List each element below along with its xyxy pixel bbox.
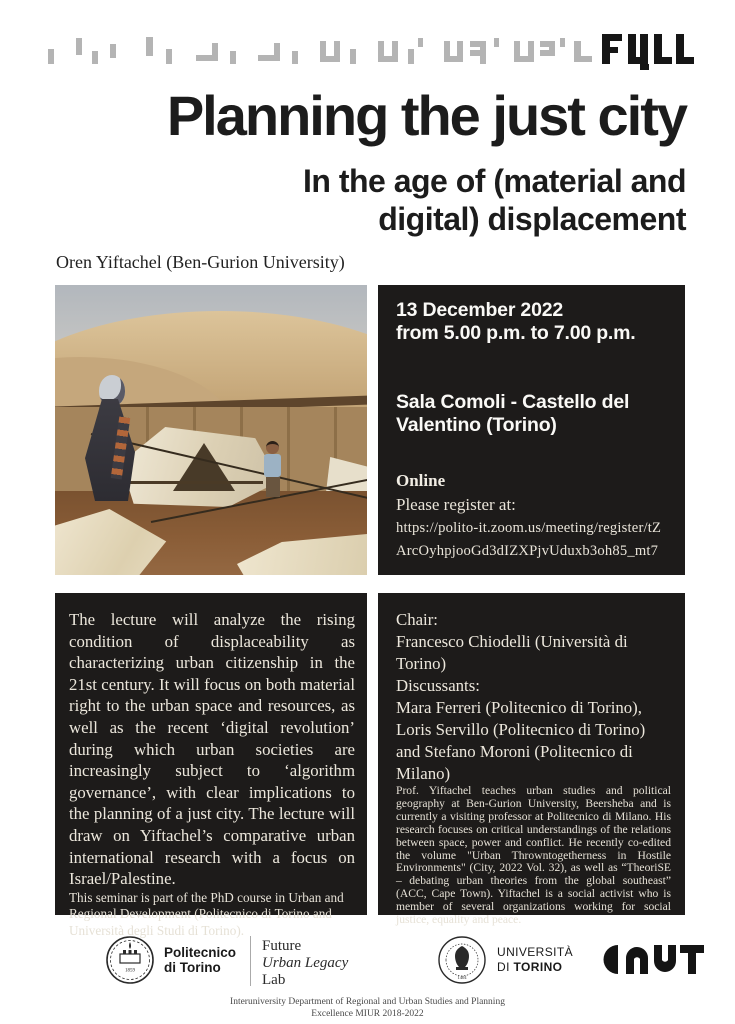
lab-line-1: Future bbox=[262, 938, 302, 954]
politecnico-wordmark bbox=[164, 945, 236, 975]
registration-url-line-2[interactable]: ArcOyhpjooGd3dIZXPjvUduxb3oh85_mt7 bbox=[396, 543, 659, 559]
chair-name: Francesco Chiodelli (Università di Torino) bbox=[396, 632, 628, 673]
unito-seal-icon bbox=[436, 934, 488, 986]
politecnico-seal-icon bbox=[104, 934, 156, 986]
discussants-label: Discussants: bbox=[396, 676, 480, 695]
phd-course-note: This seminar is part of the PhD course in Urban and Regional Development (Politecnico di Torino and Università degli Studi di Torino). bbox=[69, 889, 344, 938]
photo-woman-dress bbox=[85, 399, 135, 501]
full-banner-pattern bbox=[46, 30, 694, 70]
unito-di: DI bbox=[497, 960, 514, 974]
discussant-name: Mara Ferreri (Politecnico di Torino), bbox=[396, 698, 642, 717]
chair-label: Chair: bbox=[396, 610, 438, 629]
politecnico-torino-logo bbox=[104, 934, 236, 986]
photo-boy-shirt bbox=[264, 454, 281, 477]
online-label: Online bbox=[396, 471, 446, 490]
unito-torino: TORINO bbox=[513, 960, 563, 974]
photo-boy-pants bbox=[266, 477, 280, 497]
lab-line-2: Urban Legacy bbox=[262, 955, 349, 971]
event-info-box bbox=[378, 285, 685, 575]
venue-line-1: Sala Comoli - Castello del bbox=[396, 391, 630, 413]
event-photo bbox=[55, 285, 367, 575]
lecture-abstract-box bbox=[55, 593, 367, 938]
photo-boy-figure bbox=[261, 441, 285, 501]
register-label: Please register at: bbox=[396, 495, 516, 514]
photo-woman-figure bbox=[81, 375, 143, 501]
event-venue bbox=[396, 391, 669, 437]
department-footer bbox=[0, 996, 735, 1020]
lecture-abstract: The lecture will analyze the rising condition of displaceability as characterizing urban citizenship in the 21st century. It will focus on both material right to the urban space and resources, as well as the recent ‘digital revolution’ during which urban societies are increasingly subject to ‘algorithm governance’, with clear implications to the planning of a just city. The lecture will draw on Yiftachel’s comparative urban international research with a focus on Israel/Palestine. bbox=[69, 610, 355, 889]
event-date: 13 December 2022 bbox=[396, 299, 564, 321]
cnut-logo-icon bbox=[600, 942, 704, 980]
subtitle-line-1: In the age of (material and bbox=[302, 163, 686, 199]
polito-line-1: Politecnico bbox=[164, 945, 237, 960]
panel-box bbox=[378, 593, 685, 927]
event-date-time bbox=[396, 299, 669, 345]
unito-wordmark bbox=[497, 945, 573, 975]
subtitle-line-2: digital) displacement bbox=[378, 201, 686, 237]
department-line-2: Excellence MIUR 2018-2022 bbox=[311, 1009, 424, 1019]
speaker-bio: Prof. Yiftachel teaches urban studies and political geography at Ben-Gurion University, Beersheba and is currently a visiting professor at Politecnico di Milano. His research focuses on critical understandings of the relations between space, power and conflict. He recently co-edited the volume "Urban Throwntogetherness in Hostile Environments" (City, 2022 Vol. 32), as well as “TheoriSE – debating urban theories from the global southeast” (ACC, Cape Town). Yiftachel is a social activist who is member of several organizations working for social justice, equality and peace. bbox=[396, 784, 671, 927]
logo-divider bbox=[250, 936, 251, 986]
svg-text:1404: 1404 bbox=[457, 975, 467, 980]
discussant-name: and Stefano Moroni (Politecnico di Milano) bbox=[396, 742, 633, 783]
partner-logos bbox=[0, 932, 735, 992]
universita-torino-logo bbox=[436, 934, 573, 986]
full-logo bbox=[602, 34, 694, 70]
lab-line-3: Lab bbox=[262, 972, 286, 988]
unito-line-1: UNIVERSITÀ bbox=[497, 945, 574, 959]
speaker-name: Oren Yiftachel (Ben-Gurion University) bbox=[56, 252, 345, 272]
svg-text:1859: 1859 bbox=[125, 968, 135, 974]
page-subtitle bbox=[200, 162, 686, 238]
venue-line-2: Valentino (Torino) bbox=[396, 414, 557, 436]
department-line-1: Interuniversity Department of Regional and Urban Studies and Planning bbox=[230, 997, 505, 1007]
page-title: Planning the just city bbox=[166, 84, 686, 147]
event-time: from 5.00 p.m. to 7.00 p.m. bbox=[396, 322, 636, 344]
banner-gray-glyphs bbox=[48, 37, 592, 64]
polito-line-2: di Torino bbox=[164, 960, 221, 975]
online-registration bbox=[396, 469, 669, 563]
registration-url-line-1[interactable]: https://polito-it.zoom.us/meeting/register/tZ bbox=[396, 520, 662, 536]
future-urban-legacy-lab-wordmark bbox=[262, 938, 348, 989]
photo-boy-head bbox=[266, 441, 279, 454]
discussant-name: Loris Servillo (Politecnico di Torino) bbox=[396, 720, 646, 739]
